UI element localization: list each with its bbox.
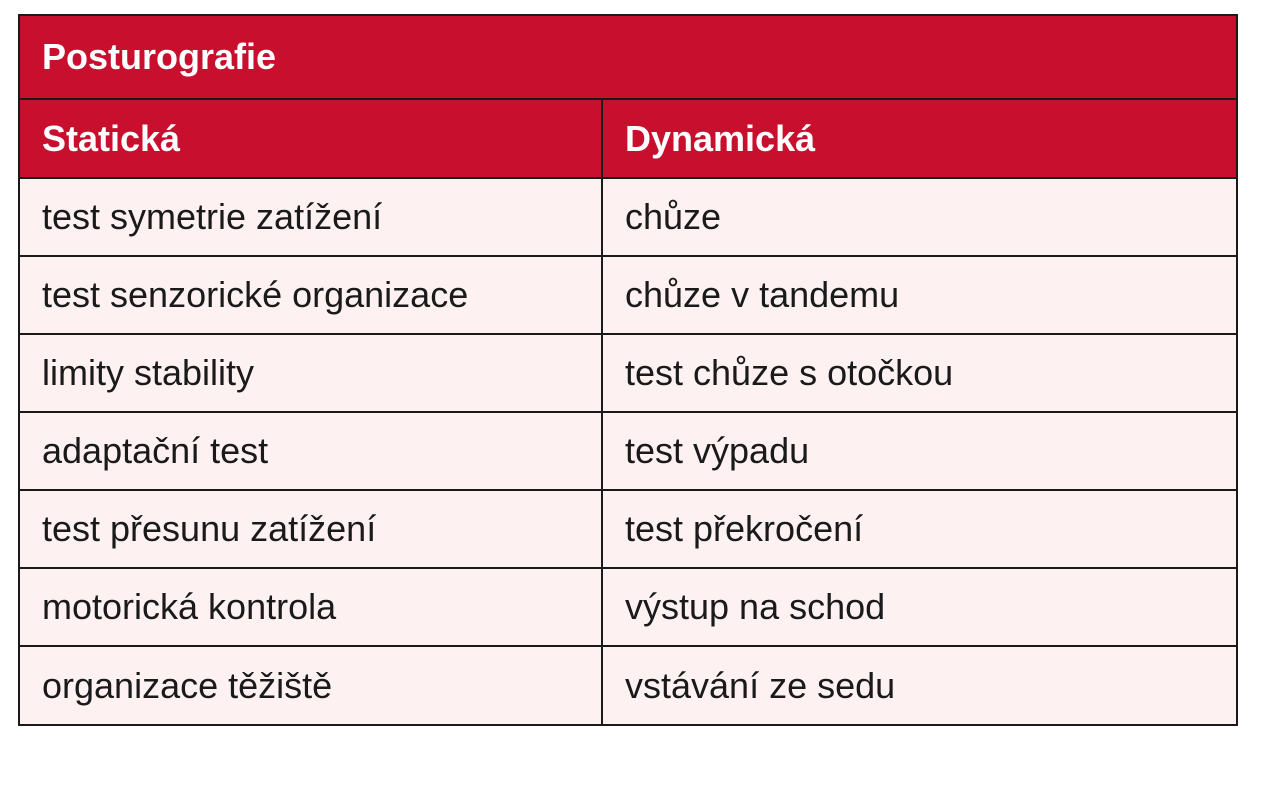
table-row <box>20 646 1236 724</box>
table-title-row <box>20 16 1236 100</box>
cell-static: test symetrie zatížení <box>20 178 602 256</box>
cell-static: test přesunu zatížení <box>20 490 602 568</box>
cell-static: test senzorické organizace <box>20 256 602 334</box>
cell-static: organizace těžiště <box>42 664 333 706</box>
cell-static: limity stability <box>20 334 602 412</box>
header-row <box>20 100 1236 178</box>
table-header <box>20 100 1236 178</box>
table-row <box>20 568 1236 646</box>
table-row <box>20 178 1236 256</box>
cell-dynamic: chůze <box>602 178 1236 256</box>
table-row <box>20 412 1236 490</box>
cell-dynamic: výstup na schod <box>602 568 1236 646</box>
cell-static: motorická kontrola <box>20 568 602 646</box>
posturography-table <box>18 14 1238 726</box>
cell-dynamic: chůze v tandemu <box>602 256 1236 334</box>
cell-static: adaptační test <box>20 412 602 490</box>
cell-dynamic: test výpadu <box>602 412 1236 490</box>
data-table <box>20 100 1236 724</box>
table-body <box>20 178 1236 724</box>
table-row <box>20 334 1236 412</box>
column-header-dynamic: Dynamická <box>602 100 1236 178</box>
column-header-static: Statická <box>20 100 602 178</box>
table-row <box>20 256 1236 334</box>
table-title: Posturografie <box>42 36 277 77</box>
cell-dynamic: test překročení <box>602 490 1236 568</box>
cell-dynamic: vstávání ze sedu <box>602 646 1236 724</box>
table-row <box>20 490 1236 568</box>
cell-dynamic: test chůze s otočkou <box>602 334 1236 412</box>
